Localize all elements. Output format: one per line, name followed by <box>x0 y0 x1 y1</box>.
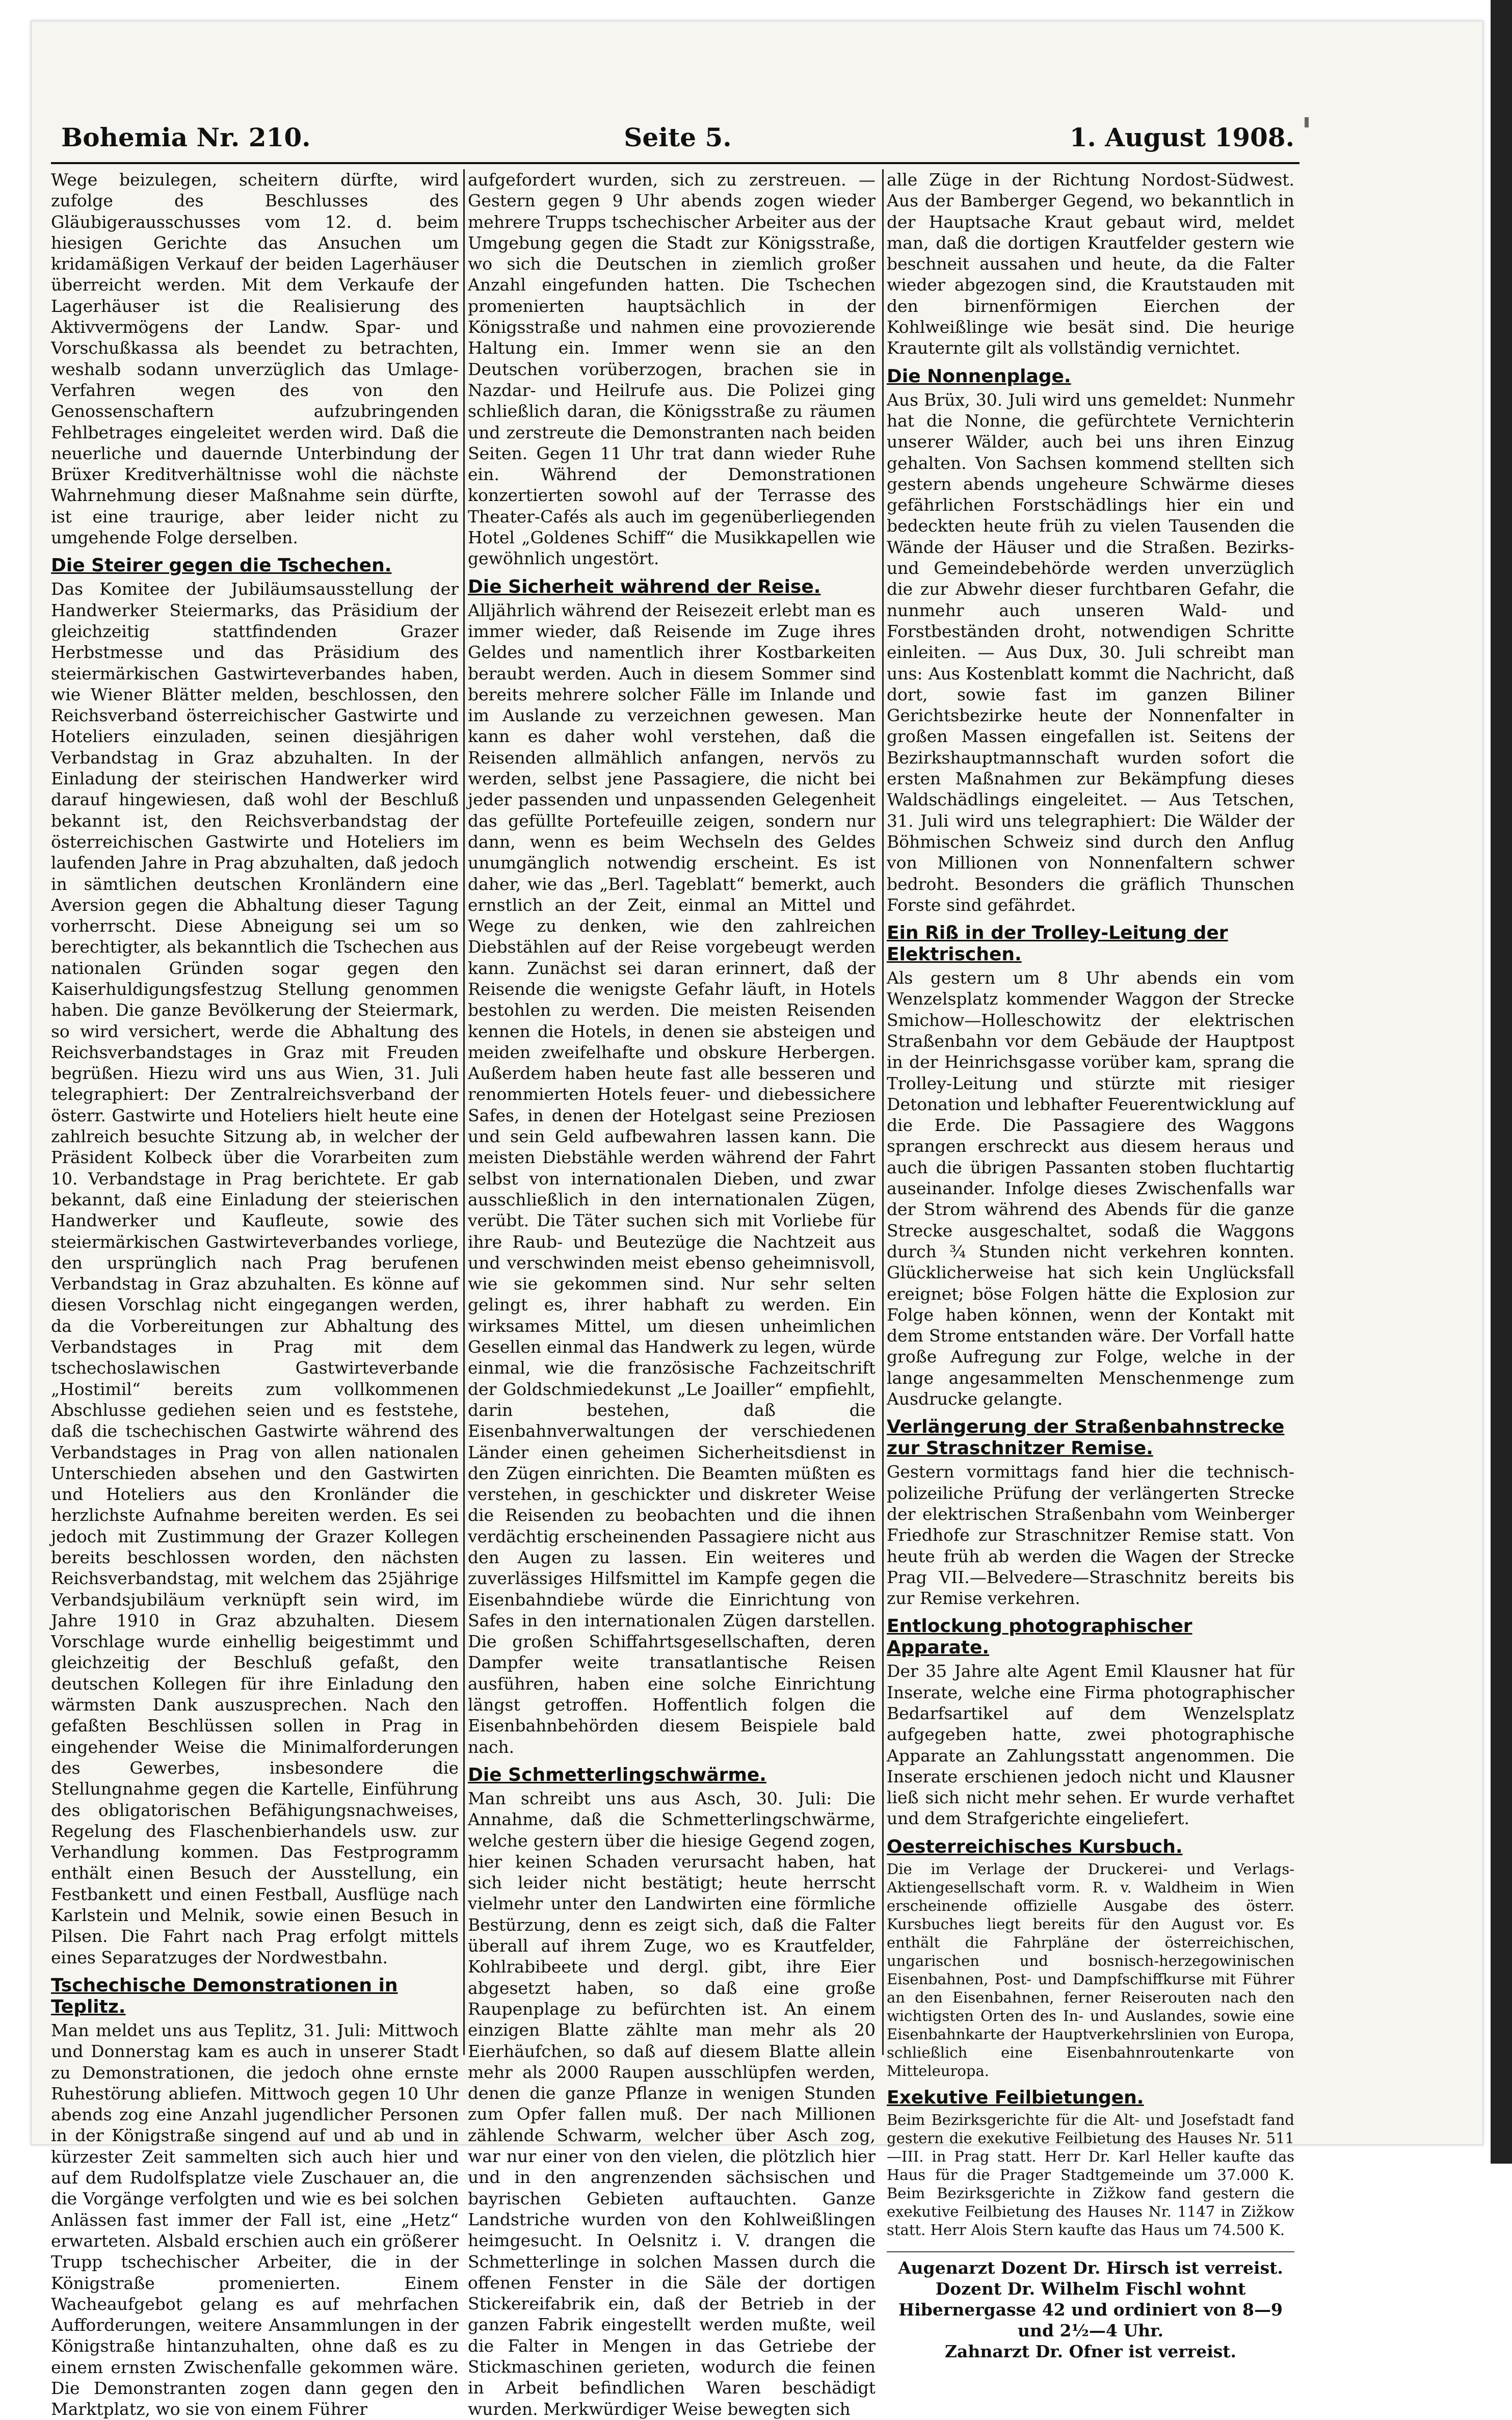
header-page-number: Seite 5. <box>624 122 732 152</box>
page-header <box>61 122 1294 163</box>
article <box>887 169 1294 359</box>
article-heading: Die Sicherheit während der Reise. <box>468 576 821 597</box>
article <box>887 1836 1294 2080</box>
article <box>468 576 876 1757</box>
article-heading: Ein Riß in der Trolley-Leitung der Elektrischen. <box>887 923 1228 965</box>
article <box>887 1616 1294 1829</box>
header-rule <box>51 162 1299 164</box>
article-body: Beim Bezirksgerichte für die Alt- und Josefstadt fand gestern die exekutive Feilbietung des Hauses Nr. 511—III. in Prag statt. Herr Dr. Karl Heller kaufte das Haus für die Prager Stadtgemeinde um 37.000 K. Beim Bezirksgerichte in Zižkow fand gestern die exekutive Feilbietung des Hauses Nr. 1147 in Zižkow statt. Herr Alois Stern kaufte das Haus um 74.500 K. <box>887 2111 1294 2239</box>
notice-line: Augenarzt Dozent Dr. Hirsch ist verreist. <box>898 2257 1283 2278</box>
article-heading: Exekutive Feilbietungen. <box>887 2087 1144 2108</box>
article <box>468 169 876 569</box>
article-heading: Verlängerung der Straßenbahnstrecke zur Straschnitzer Remise. <box>887 1416 1285 1459</box>
article <box>887 366 1294 915</box>
notice-line: Dozent Dr. Wilhelm Fischl wohnt Hibernergasse 42 und ordiniert von 8—9 und 2½—4 Uhr. <box>898 2278 1283 2340</box>
article-body: Als gestern um 8 Uhr abends ein vom Wenzelsplatz kommender Waggon der Strecke Smichow—Holleschowitz der elektrischen Straßenbahn vor dem Gebäude der Hauptpost in der Heinrichsgasse vorüber kam, sprang die Trolley-Leitung und stürzte mit riesiger Detonation und lebhafter Feuerentwicklung auf die Erde. Die Passagiere des Waggons sprangen erschreckt aus diesem heraus und auch die übrigen Passanten stoben fluchtartig auseinander. Infolge dieses Zwischenfalls war der Strom während des Abends für die ganze Strecke ausgeschaltet, sodaß die Waggons durch ¾ Stunden nicht verkehren konnten. Glücklicherweise hat sich kein Unglücksfall ereignet; böse Folgen hätte die Explosion zur Folge haben können, wenn der Kontakt mit dem Strome entstanden wäre. Der Vorfall hatte große Aufregung zur Folge, welche in der lange angesammelten Menschenmenge zum Ausdrucke gelangte. <box>887 968 1294 1409</box>
article-heading: Oesterreichisches Kursbuch. <box>887 1836 1183 1857</box>
article-heading: Die Schmetterlingschwärme. <box>468 1764 766 1785</box>
article-body: Das Komitee der Jubiläumsausstellung der Handwerker Steiermarks, das Präsidium der gleichzeitig stattfindenden Grazer Herbstmesse und das Präsidium des steiermärkischen Gastwirteverbandes haben, wie Wiener Blätter melden, beschlossen, den Reichsverband österreichischer Gastwirte und Hoteliers einzuladen, seinen diesjährigen Verbandstag in Graz abzuhalten. In der Einladung der steirischen Handwerker wird darauf hingewiesen, daß wohl der Beschluß bekannt ist, den Reichsverbandstag der österreichischen Gastwirte und Hoteliers im laufenden Jahre in Prag abzuhalten, daß jedoch in sämtlichen deutschen Kronländern eine Aversion gegen die Abhaltung dieser Tagung vorherrscht. Diese Abneigung sei um so berechtigter, als bekanntlich die Tschechen aus nationalen Gründen sogar gegen den Kaiserhuldigungsfestzug Stellung genommen haben. Die ganze Bevölkerung der Steiermark, so wird versichert, werde die Abhaltung des Reichsverbandstages in Graz mit Freuden begrüßen. Hiezu wird uns aus Wien, 31. Juli telegraphiert: Der Zentralreichsverband der österr. Gastwirte und Hoteliers hielt heute eine zahlreich besuchte Sitzung ab, in welcher der Präsident Kolbeck über die Vorarbeiten zum 10. Verbandstage in Prag berichtete. Er gab bekannt, daß eine Einladung der steierischen Handwerker und Kaufleute, sowie des steiermärkischen Gastwirteverbandes vorliege, den ursprünglich nach Prag berufenen Verbandstag in Graz abzuhalten. Es könne auf diesen Vorschlag nicht eingegangen werden, da die Vorbereitungen zur Abhaltung des Verbandstages in Prag mit dem tschechoslawischen Gastwirteverbande „Hostimil“ bereits zum vollkommenen Abschlusse gediehen seien und es feststehe, daß die tschechischen Gastwirte während des Verbandstages in Prag von allen nationalen Unterschieden absehen und den Gastwirten und Hoteliers aus den Kronländer die herzlichste Aufnahme bereiten werden. Es sei jedoch mit Zustimmung der Grazer Kollegen bereits beschlossen worden, den nächsten Reichsverbandstag, mit welchem das 25jährige Verbandsjubiläum verknüpft sein wird, im Jahre 1910 in Graz abzuhalten. Diesem Vorschlage wurde einhellig beigestimmt und gleichzeitig der Beschluß gefaßt, den deutschen Kollegen für ihre Einladung den wärmsten Dank auszusprechen. Nach den gefaßten Beschlüssen sollen in Prag in eingehender Weise die Minimalforderungen des Gewerbes, insbesondere die Stellungnahme gegen die Kartelle, Einführung des obligatorischen Befähigungsnachweises, Regelung des Flaschenbierhandels usw. zur Verhandlung kommen. Das Festprogramm enthält einen Besuch der Ausstellung, ein Festbankett und einen Festball, Ausflüge nach Karlstein und Melnik, sowie einen Besuch in Pilsen. Die Fahrt nach Prag erfolgt mittels eines Separatzuges der Nordwestbahn. <box>51 579 459 1967</box>
column-divider <box>463 169 465 2055</box>
article <box>887 2087 1294 2239</box>
article <box>887 923 1294 1409</box>
column-3 <box>887 169 1294 2361</box>
article-body: aufgefordert wurden, sich zu zerstreuen. — Gestern gegen 9 Uhr abends zogen wieder mehrere Trupps tschechischer Arbeiter aus der Umgebung gegen die Stadt zur Königsstraße, wo sich die Deutschen in ziemlich großer Anzahl eingefunden hatten. Die Tschechen promenierten hauptsächlich in der Königsstraße und nahmen eine provozierende Haltung ein. Immer wenn sie an den Deutschen vorüberzogen, brachen sie in Nazdar- und Heilrufe aus. Die Polizei ging schließlich daran, die Königsstraße zu räumen und zerstreute die Demonstranten nach beiden Seiten. Gegen 11 Uhr trat dann wieder Ruhe ein. Während der Demonstrationen konzertierten sowohl auf der Terrasse des Theater-Cafés als auch im gegenüberliegenden Hotel „Goldenes Schiff“ die Musikkapellen wie gewöhnlich ungestört. <box>468 170 876 569</box>
header-issue: Bohemia Nr. 210. <box>61 122 311 152</box>
article <box>51 555 459 1968</box>
column-2 <box>468 169 876 2419</box>
article <box>468 1765 876 2419</box>
article <box>51 169 459 548</box>
article-body: Aus Brüx, 30. Juli wird uns gemeldet: Nunmehr hat die Nonne, die gefürchtete Vernichterin unserer Wälder, auch bei uns ihren Einzug gehalten. Von Sachsen kommend stellten sich gestern abends ungeheure Schwärme dieses gefährlichen Forstschädlings hier ein und bedeckten heute früh zu vielen Tausenden die Wände der Häuser und die Straßen. Bezirks- und Gemeindebehörde werden unverzüglich die zur Abwehr dieser furchtbaren Gefahr, die nunmehr auch unseren Wald- und Forstbeständen droht, notwendigen Schritte einleiten. — Aus Dux, 30. Juli schreibt man uns: Aus Kostenblatt kommt die Nachricht, daß dort, sowie fast im ganzen Biliner Gerichtsbezirke heute der Nonnenfalter in großen Massen eingefallen ist. Seitens der Bezirkshauptmannschaft wurden sofort die ersten Maßnahmen zur Bekämpfung dieses Waldschädlings eingeleitet. — Aus Tetschen, 31. Juli wird uns telegraphiert: Die Wälder der Böhmischen Schweiz sind durch den Anflug von Millionen von Nonnenfaltern schwer bedroht. Besonders die gräflich Thunschen Forste sind gefährdet. <box>887 389 1294 915</box>
page-corner-mark <box>1305 117 1309 127</box>
notice-line: Zahnarzt Dr. Ofner ist verreist. <box>944 2341 1237 2361</box>
article-body: Man schreibt uns aus Asch, 30. Juli: Die Annahme, daß die Schmetterlingschwärme, welche gestern über die hiesige Gegend zogen, hier keinen Schaden verursacht haben, hat sich leider nicht bestätigt; heute herrscht vielmehr unter den Landwirten eine förmliche Bestürzung, denn es zeigt sich, daß die Falter überall auf ihrem Zuge, wo es Krautfelder, Kohlrabibeete und dergl. gibt, ihre Eier abgesetzt haben, so daß eine große Raupenplage zu befürchten ist. An einem einzigen Blatte zählte man mehr als 20 Eierhäufchen, so daß auf diesem Blatte allein mehr als 2000 Raupen ausschlüpfen werden, denen die ganze Pflanze in wenigen Stunden zum Opfer fallen muß. Der nach Millionen zählende Schwarm, welcher über Asch zog, war nur einer von den vielen, die plötzlich hier und in den angrenzenden sächsischen und bayrischen Gebieten auftauchten. Ganze Landstriche wurden von den Kohlweißlingen heimgesucht. In Oelsnitz i. V. drangen die Schmetterlinge in solchen Massen durch die offenen Fenster in die Säle der dortigen Stickereifabrik ein, daß der Betrieb in der ganzen Fabrik eingestellt werden mußte, weil die Falter in Mengen in das Getriebe der Stickmaschinen gerieten, wodurch die feinen in Arbeit befindlichen Waren beschädigt wurden. Merkwürdiger Weise bewegten sich <box>468 1788 876 2419</box>
article-heading: Tschechische Demonstrationen in Teplitz. <box>51 1975 398 2017</box>
column-1 <box>51 169 459 2419</box>
article-heading: Entlockung photographischer Apparate. <box>887 1616 1192 1659</box>
scan-edge-bar <box>1491 0 1512 2164</box>
article-body: Die im Verlage der Druckerei- und Verlags-Aktiengesellschaft vorm. R. v. Waldheim in Wien erscheinende offizielle Ausgabe des österr. Kursbuches liegt bereits für den August vor. Es enthält die Fahrpläne der österreichischen, ungarischen und bosnisch-herzegowinischen Eisenbahnen, Post- und Dampfschiffkurse mit Führer an den Eisenbahnen, ferner Reiserouten nach den wichtigsten Orten des In- und Auslandes, sowie eine Eisenbahnkarte der Hauptverkehrslinien von Europa, schließlich eine Eisenbahnroutenkarte von Mitteleuropa. <box>887 1860 1294 2080</box>
article-body: Gestern vormittags fand hier die technisch-polizeiliche Prüfung der verlängerten Strecke der elektrischen Straßenbahn vom Weinberger Friedhofe zur Straschnitzer Remise statt. Von heute früh ab werden die Wagen der Strecke Prag VII.—Belvedere—Straschnitz bereits bis zur Remise verkehren. <box>887 1462 1294 1609</box>
article-body: Man meldet uns aus Teplitz, 31. Juli: Mittwoch und Donnerstag kam es auch in unserer Stadt zu Demonstrationen, die jedoch ohne ernste Ruhestörung abliefen. Mittwoch gegen 10 Uhr abends zog eine Anzahl jugendlicher Personen in der Königstraße singend auf und ab und in kürzester Zeit sammelten sich auch hier und auf dem Rudolfsplatze viele Zuschauer an, die die Vorgänge verfolgten und wie es bei solchen Anlässen fast immer der Fall ist, eine „Hetz“ erwarteten. Alsbald erschien auch ein größerer Trupp tschechischer Arbeiter, die in der Königstraße promenierten. Einem Wacheaufgebot gelang es auf mehrfachen Aufforderungen, weitere Ansammlungen in der Königstraße hintanzuhalten, ohne daß es zu einem ernsten Zwischenfalle gekommen wäre. Die Demonstranten zogen dann gegen den Marktplatz, wo sie von einem Führer <box>51 2020 459 2419</box>
column-divider <box>882 169 884 2055</box>
header-date: 1. August 1908. <box>1069 122 1294 152</box>
article-body: alle Züge in der Richtung Nordost-Südwest. Aus der Bamberger Gegend, wo bekanntlich in der Hauptsache Kraut gebaut wird, meldet man, daß die dortigen Krautfelder gestern wie beschneit aussahen und heute, da die Falter wieder abgezogen sind, die Krautstauden mit den birnenförmigen Eierchen der Kohlweißlinge wie besät sind. Die heurige Krauternte gilt als vollständig vernichtet. <box>887 170 1294 358</box>
article <box>887 1416 1294 1609</box>
article <box>51 1975 459 2420</box>
article-heading: Die Nonnenplage. <box>887 365 1071 387</box>
personal-notices <box>887 2251 1294 2362</box>
article-body: Alljährlich während der Reisezeit erlebt man es immer wieder, daß Reisende im Zuge ihres Geldes und namentlich ihrer Kostbarkeiten beraubt werden. Auch in diesem Sommer sind bereits mehrere solcher Fälle im Inlande und im Auslande zu verzeichnen gewesen. Man kann es daher wohl verstehen, daß die Reisenden allmählich anfangen, nervös zu werden, selbst jene Passagiere, die nicht bei jeder passenden und unpassenden Gelegenheit das gefüllte Portefeuille zeigen, sondern nur dann, wenn es beim Wechseln des Geldes unumgänglich notwendig erscheint. Es ist daher, wie das „Berl. Tageblatt“ bemerkt, auch ernstlich an der Zeit, einmal an Mittel und Wege zu denken, wie den zahlreichen Diebstählen auf der Reise vorgebeugt werden kann. Zunächst sei daran erinnert, daß der Reisende die wenigste Gefahr läuft, in Hotels bestohlen zu werden. Die meisten Reisenden kennen die Hotels, in denen sie absteigen und meiden zweifelhafte und obskure Herbergen. Außerdem haben heute fast alle besseren und renommierten Hotels feuer- und diebessichere Safes, in denen der Hotelgast seine Preziosen und sein Geld aufbewahren lassen kann. Die meisten Diebstähle werden während der Fahrt selbst von internationalen Dieben, und zwar ausschließlich in den internationalen Zügen, verübt. Die Täter suchen sich mit Vorliebe für ihre Raub- und Beutezüge die Nachtzeit aus und verschwinden meist ebenso geheimnisvoll, wie sie gekommen sind. Nur sehr selten gelingt es, ihrer habhaft zu werden. Ein wirksames Mittel, um diesen unheimlichen Gesellen einmal das Handwerk zu legen, würde einmal, wie die französische Fachzeitschrift der Goldschmiedekunst „Le Joailler“ empfiehlt, darin bestehen, daß die Eisenbahnverwaltungen der verschiedenen Länder einen geheimen Sicherheitsdienst in den Zügen einrichten. Die Beamten müßten es verstehen, in geschickter und diskreter Weise die Reisenden zu beobachten und die ihnen verdächtig erscheinenden Passagiere nicht aus den Augen zu lassen. Ein weiteres und zuverlässiges Hilfsmittel im Kampfe gegen die Eisenbahndiebe würde die Einrichtung von Safes in den internationalen Zügen darstellen. Die großen Schiffahrtsgesellschaften, deren Dampfer weite transatlantische Reisen ausführen, haben eine solche Einrichtung längst getroffen. Hoffentlich folgen die Eisenbahnbehörden diesem Beispiele bald nach. <box>468 600 876 1757</box>
article-heading: Die Steirer gegen die Tschechen. <box>51 555 392 576</box>
article-body: Der 35 Jahre alte Agent Emil Klausner hat für Inserate, welche eine Firma photographischer Bedarfsartikel auf dem Wenzelsplatz aufgegeben hatte, zwei photographische Apparate an Zahlungsstatt angenommen. Die Inserate erschienen jedoch nicht und Klausner ließ sich nicht mehr sehen. Er wurde verhaftet und dem Strafgerichte eingeliefert. <box>887 1661 1294 1829</box>
article-body: Wege beizulegen, scheitern dürfte, wird zufolge des Beschlusses des Gläubigerausschusses vom 12. d. beim hiesigen Gerichte das Ansuchen um kridamäßigen Verkauf der beiden Lagerhäuser überreicht werden. Mit dem Verkaufe der Lagerhäuser ist die Realisierung des Aktivvermögens der Landw. Spar- und Vorschußkassa als beendet zu betrachten, weshalb sodann unverzüglich das Umlage-Verfahren wegen des von den Genossenschaftern aufzubringenden Fehlbetrages eingeleitet werden wird. Daß die neuerliche und dauernde Unterbindung der Brüxer Kreditverhältnisse wohl die nächste Wahrnehmung dieser Maßnahme sein dürfte, ist eine traurige, aber leider nicht zu umgehende Folge derselben. <box>51 170 459 548</box>
